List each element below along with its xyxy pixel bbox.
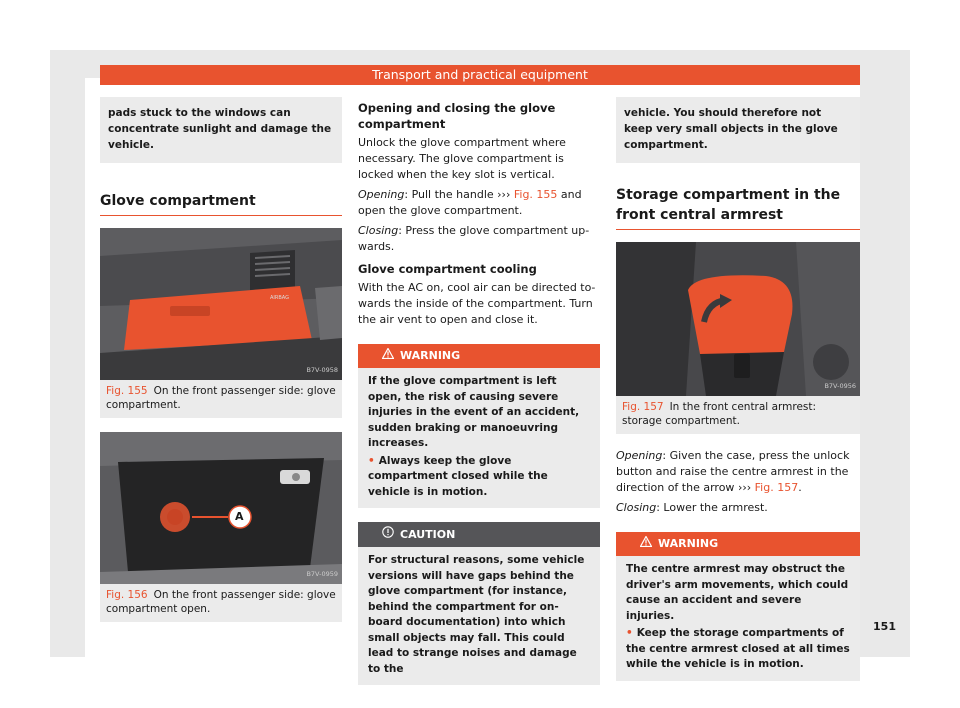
fig157-caption-text: In the front central armrest: storage compartment. (622, 401, 817, 427)
fig155-code: B7V-0958 (306, 366, 338, 374)
fig155-caption (100, 380, 342, 418)
fig155-image (100, 228, 342, 380)
fig157-code: B7V-0956 (824, 382, 856, 390)
heading-open-close: Opening and closing the glove compartment (358, 101, 556, 131)
fig156-image (100, 432, 342, 584)
paragraph-opening (358, 187, 600, 219)
armrest-warning-bullet-item (626, 626, 850, 673)
fig155-number: Fig. 155 (106, 385, 148, 397)
fig157-number: Fig. 157 (622, 401, 664, 413)
warning-box-armrest (616, 532, 860, 681)
closing-label: Closing (358, 224, 399, 237)
warning-title: WARNING (400, 349, 461, 362)
continued-note-box: vehicle. You should therefore not keep very small objects in the glove compartment. (616, 97, 860, 163)
fig156-caption-text: On the front passenger side: glove compartment open. (106, 589, 336, 615)
opening-tail: and open the glove compartment. (358, 188, 582, 217)
warning-body (358, 368, 600, 508)
armrest-warning-bullet-text: Keep the storage compartments of the centre armrest closed at all times while the vehicle is in motion. (626, 627, 850, 670)
left-column (100, 97, 342, 622)
paragraph-closing (358, 223, 600, 255)
armrest-opening-arrows: ››› (737, 481, 752, 494)
paragraph-armrest-opening (616, 448, 860, 496)
fig157-image (616, 242, 860, 396)
paragraph-unlock: Unlock the glove compartment where necessary. The glove compartment is locked when the key slot is vertical. (358, 136, 566, 181)
caution-box (358, 522, 600, 685)
armrest-warning-title: WARNING (658, 537, 719, 550)
middle-column (358, 100, 600, 685)
fig155-caption-text: On the front passenger side: glove compartment. (106, 385, 336, 411)
opening-arrows: ››› (497, 188, 511, 201)
opening-label: Opening (358, 188, 405, 201)
link-fig157[interactable]: Fig. 157 (754, 481, 799, 494)
caution-circle-icon (382, 526, 394, 543)
section-title-armrest: Storage compartment in the front central armrest (616, 187, 841, 223)
figure-155 (100, 228, 342, 418)
armrest-closing-label: Closing (616, 501, 657, 514)
figure-157 (616, 242, 860, 434)
caution-body (358, 547, 600, 685)
fig156-number: Fig. 156 (106, 589, 148, 601)
heading-cooling: Glove compartment cooling (358, 262, 537, 276)
fig157-caption (616, 396, 860, 434)
armrest-opening-tail: . (798, 481, 802, 494)
section-title-glove: Glove compartment (100, 193, 256, 209)
fig156-code: B7V-0959 (306, 570, 338, 578)
warning-bullet-item (368, 454, 590, 501)
armrest-closing-text: : Lower the armrest. (656, 501, 768, 514)
chapter-header: Transport and practical equipment (100, 65, 860, 85)
intro-note-box: pads stuck to the windows can concentrate sunlight and damage the vehicle. (100, 97, 342, 163)
fig156-caption (100, 584, 342, 622)
bullet-icon: • (626, 627, 633, 639)
right-column (616, 97, 860, 681)
caution-header (358, 522, 600, 547)
bullet-icon: • (368, 454, 375, 467)
armrest-warning-text: The centre armrest may obstruct the driver's arm movements, which could cause an accident and severe injuries. (626, 563, 849, 622)
paragraph-cooling: With the AC on, cool air can be directed towards the inside of the compartment. Turn the air vent to open and close it. (358, 281, 596, 326)
closing-text: : Press the glove compartment upwards. (358, 224, 590, 253)
armrest-warning-body (616, 556, 860, 681)
callout-a: A (235, 510, 244, 523)
airbag-label: AIRBAG (270, 295, 290, 301)
warning-box-glove (358, 344, 600, 508)
warning-text: If the glove compartment is left open, the risk of causing severe injuries in the event of an accident, sudden braking or manoeuvring increases. (368, 375, 580, 449)
caution-title: CAUTION (400, 527, 456, 541)
page-number: 151 (873, 620, 896, 633)
warning-triangle-icon (382, 348, 394, 364)
figure-156 (100, 432, 342, 622)
warning-header (358, 344, 600, 368)
armrest-opening-text: : Given the case, press the unlock button and raise the centre armrest in the direction of the arrow (616, 449, 850, 494)
warning-bullet-text: Always keep the glove compartment closed while the vehicle is in motion. (368, 454, 548, 498)
link-fig155[interactable]: Fig. 155 (513, 188, 558, 201)
armrest-warning-header (616, 532, 860, 556)
caution-text: For structural reasons, some vehicle versions will have gaps behind the glove compartment (for instance, behind the compartment for on-board documentation) into which small objects may fall. This could lead to strange noises and damage to the (368, 554, 585, 675)
warning-triangle-icon (640, 536, 652, 552)
armrest-opening-label: Opening (616, 449, 663, 462)
paragraph-armrest-closing (616, 500, 860, 516)
opening-text: : Pull the handle (404, 188, 494, 201)
